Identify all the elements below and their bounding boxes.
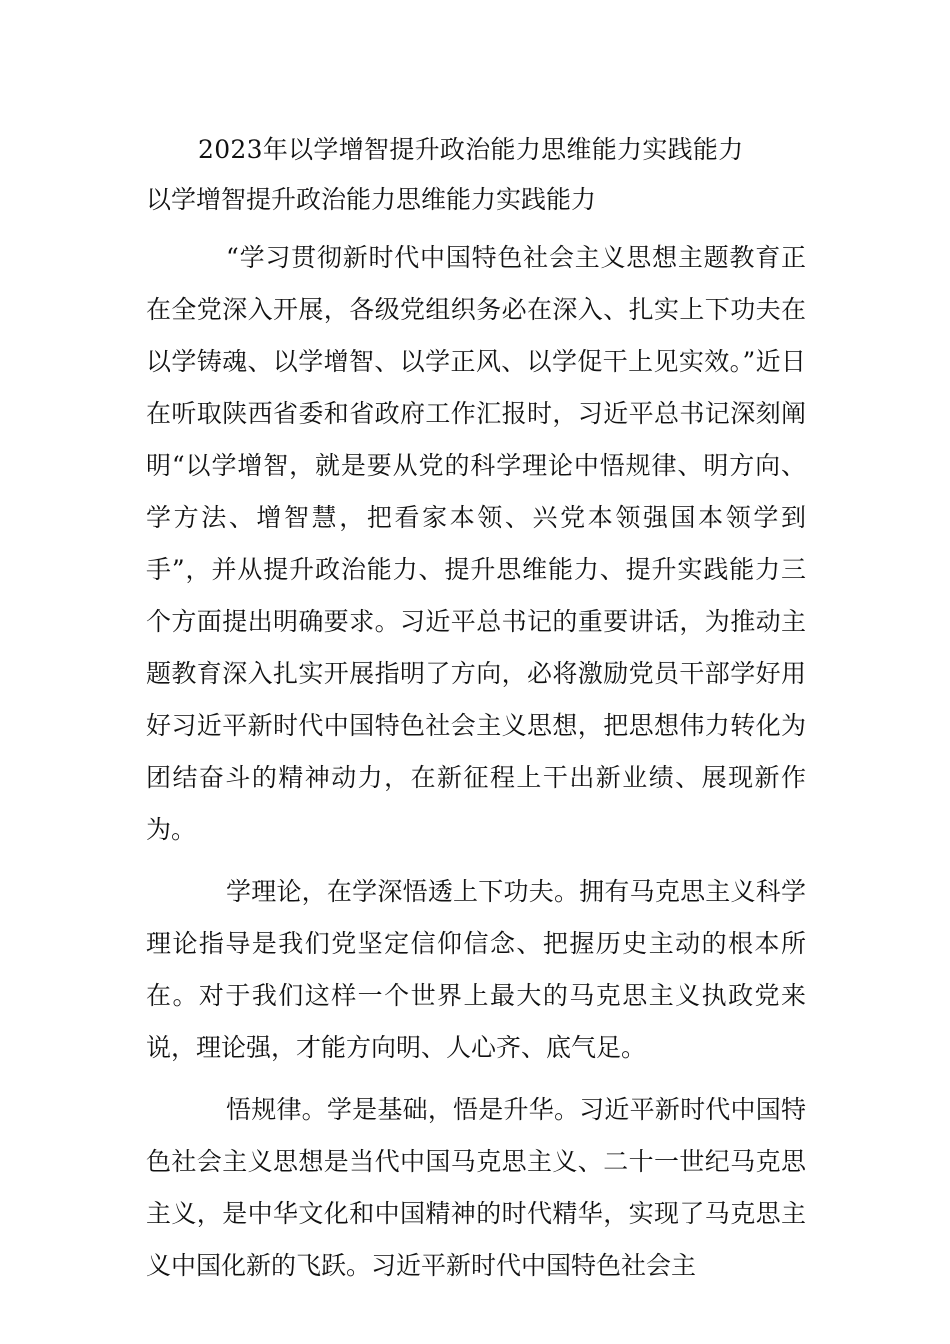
paragraph-study-theory: 学理论，在学深悟透上下功夫。拥有马克思主义科学理论指导是我们党坚定信仰信念、把握历史主动的根本所在。对于我们这样一个世界上最大的马克思主义执政党来说，理论强，才能方向明、人心齐、底气足。 <box>146 877 806 1062</box>
document-body <box>146 232 806 1292</box>
paragraph-intro: “学习贯彻新时代中国特色社会主义思想主题教育正在全党深入开展，各级党组织务必在深入、扎实上下功夫在以学铸魂、以学增智、以学正风、以学促干上见实效。”近日在听取陕西省委和省政府工作汇报时，习近平总书记深刻阐明“以学增智，就是要从党的科学理论中悟规律、明方向、学方法、增智慧，把看家本领、兴党本领强国本领学到手”，并从提升政治能力、提升思维能力、提升实践能力三个方面提出明确要求。习近平总书记的重要讲话，为推动主题教育深入扎实开展指明了方向，必将激励党员干部学好用好习近平新时代中国特色社会主义思想，把思想伟力转化为团结奋斗的精神动力，在新征程上干出新业绩、展现新作为。 <box>146 243 806 844</box>
paragraph-understand-laws: 悟规律。学是基础，悟是升华。习近平新时代中国特色社会主义思想是当代中国马克思主义、二十一世纪马克思主义，是中华文化和中国精神的时代精华，实现了马克思主义中国化新的飞跃。习近平新时代中国特色社会主 <box>146 1095 806 1280</box>
document-subtitle: 以学增智提升政治能力思维能力实践能力 <box>146 185 597 214</box>
document-title: 2023年以学增智提升政治能力思维能力实践能力 <box>198 135 744 164</box>
